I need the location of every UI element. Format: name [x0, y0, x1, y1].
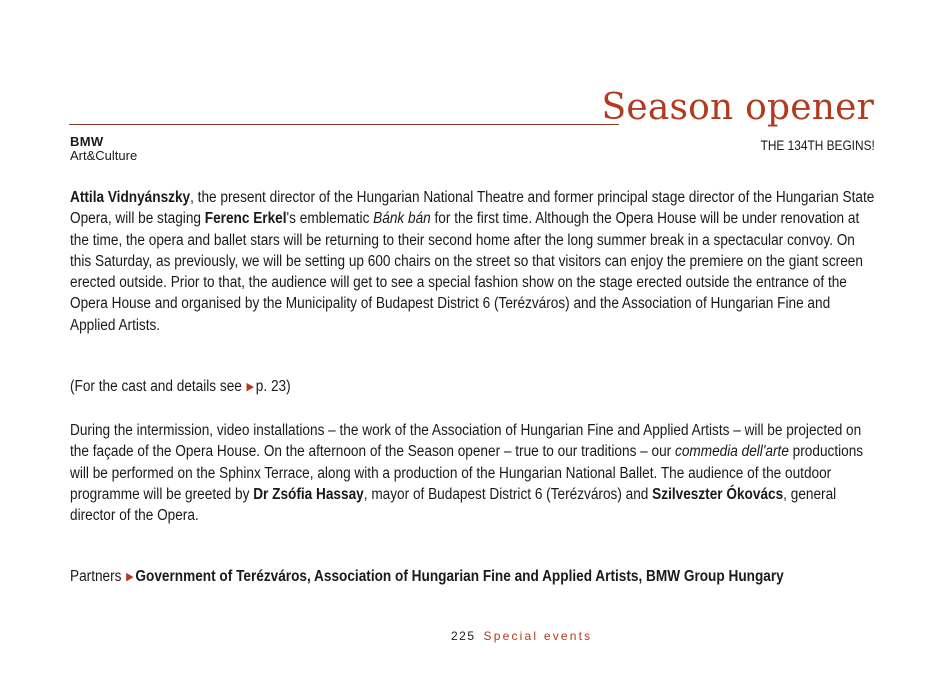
page-title: Season opener — [601, 87, 874, 128]
intermission-text-4: , general director of the Opera. — [70, 485, 837, 525]
mayor-name: Dr Zsófia Hassay — [253, 485, 364, 503]
bmw-art-culture-logo — [70, 135, 137, 162]
partners-line — [70, 566, 877, 589]
intermission-text-2: productions will be performed on the Sphinx Terrace, along with a production of the Hungarian National Ballet. The audience of the outdoor programme will be greeted by — [70, 443, 864, 503]
intermission-text-1: During the intermission, video installations – the work of the Association of Hungarian Fine and Applied Artists – will be projected on the façade of the Opera House. On the afternoon of the Season opener – true to our traditions – our — [70, 422, 862, 461]
cast-reference-text: (For the cast and details see — [70, 378, 242, 395]
partners-label: Partners — [70, 568, 122, 585]
page-reference: p. 23) — [255, 378, 291, 395]
page-number: 225 — [451, 629, 476, 643]
logo-brand: BMW — [70, 134, 104, 149]
intro-text-1: , the present director of the Hungarian National Theatre and former principal stage director of the Hungarian State Opera, will be staging — [70, 189, 875, 228]
cast-reference — [70, 376, 877, 399]
intro-text-3: for the first time. Although the Opera House will be under renovation at the time, the opera and ballet stars will be returning to their second home after the long summer break in a spectacular convoy. On this Saturday, as previously, we will be setting up 600 chairs on the street so that visitors can enjoy the premiere on the giant screen erected outside. Prior to that, the audience will get to see a special fashion show on the stage erected outside the entrance of the Opera House and organised by the Municipality of Budapest District 6 (Terézváros) and the Association of Hungarian Fine and Applied Artists. — [70, 210, 863, 334]
opera-title: Bánk bán — [373, 210, 431, 228]
triangle-right-icon: ▶ — [126, 571, 134, 583]
intermission-text-3: , mayor of Budapest District 6 (Terézváros) and — [363, 485, 653, 503]
director-name: Attila Vidnyánszky — [70, 189, 191, 206]
opera-director-name: Szilveszter Ókovács — [652, 485, 784, 503]
partners-list: Government of Terézváros, Association of Hungarian Fine and Applied Artists, BMW Group Hungary — [135, 568, 784, 585]
page-footer — [451, 629, 592, 643]
intermission-paragraph — [70, 420, 877, 526]
intro-text-2: 's emblematic — [286, 210, 374, 228]
page-subtitle: THE 134TH BEGINS! — [760, 138, 875, 153]
intro-paragraph — [70, 187, 877, 336]
triangle-right-icon: ▶ — [246, 381, 255, 393]
section-name: Special events — [483, 629, 593, 643]
commedia-title: commedia dell'arte — [675, 443, 789, 461]
header-rule — [69, 124, 619, 125]
composer-name: Ferenc Erkel — [204, 210, 287, 228]
logo-subbrand: Art&Culture — [70, 147, 138, 163]
